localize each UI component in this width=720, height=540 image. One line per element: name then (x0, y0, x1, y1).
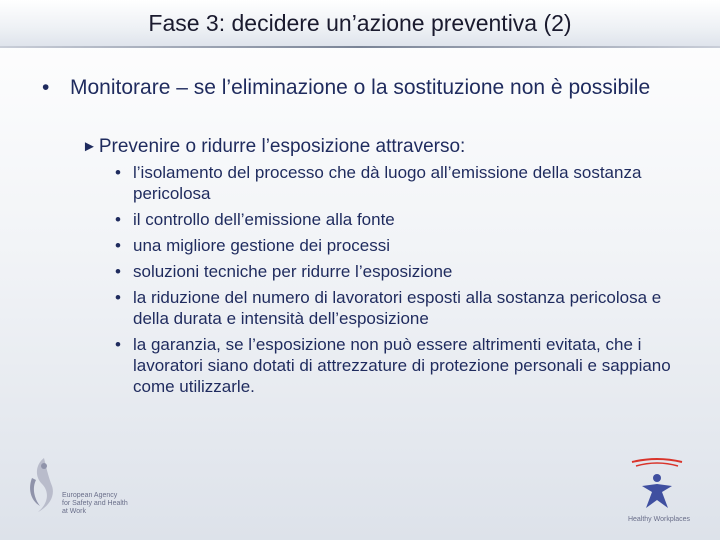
list-item: • il controllo dell’emissione alla fonte (115, 209, 675, 230)
level3-list (115, 162, 675, 402)
level1-bullet: Monitorare – se l’eliminazione o la sostituzione non è possibile (70, 76, 651, 99)
list-item: • la riduzione del numero di lavoratori esposti alla sostanza pericolosa e della durata e intensità dell’esposizione (115, 287, 675, 329)
arrow-bullet-icon: ► (82, 138, 97, 155)
list-item: • l’isolamento del processo che dà luogo all’emissione della sostanza pericolosa (115, 162, 675, 204)
healthy-workplaces-logo-text: Healthy Workplaces (627, 516, 691, 523)
logo-line: European Agency (62, 492, 118, 499)
logo-line: at Work (62, 508, 86, 515)
level2-text: Prevenire o ridurre l’esposizione attraverso: (98, 136, 466, 157)
level2-bullet (82, 136, 682, 158)
bullet-marker: • (42, 76, 50, 99)
eu-osha-logo-text (62, 492, 152, 516)
list-item: • la garanzia, se l’esposizione non può essere altrimenti evitata, che i lavoratori siano dotati di attrezzature di protezione personali e sappiano come utilizzarle. (115, 334, 675, 397)
slide-title: Fase 3: decidere un’azione preventiva (2) (148, 10, 572, 36)
list-item: • soluzioni tecniche per ridurre l’esposizione (115, 261, 675, 282)
logo-line: for Safety and Health (62, 500, 128, 507)
list-item: • una migliore gestione dei processi (115, 235, 675, 256)
title-divider (0, 46, 720, 48)
